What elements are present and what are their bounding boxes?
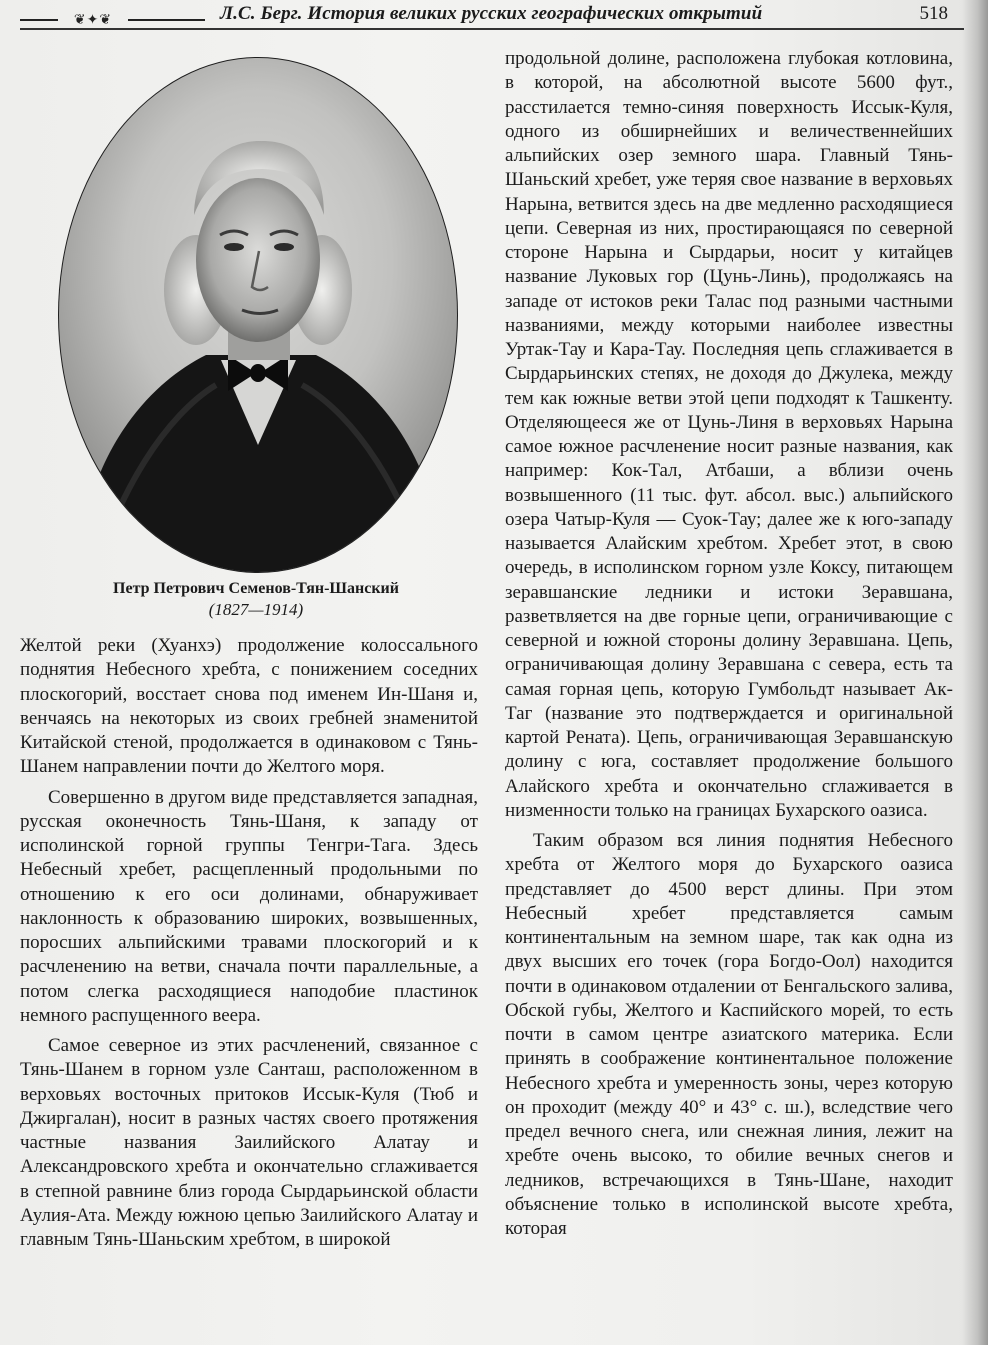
right-text-column [505,47,953,1241]
page-edge-shadow [962,0,988,1345]
left-paragraph-2: Совершенно в другом виде представляется западная, русская оконечность Тянь-Шаня, к западу от исполинской горной группы Тенгри-Тага. Здесь Небесный хребет, расщепленный продольными по отношению к его оси долинами, обнаруживает наклонность к образованию широких, возвышенных, поросших альпийскими травами плоскогорий и к расчленению на ветви, сначала почти параллельные, а потом слегка расходящиеся наподобие пластинок немного распущенного веера. [20,786,478,1026]
page-number: 518 [919,3,948,24]
caption-dates: (1827—1914) [208,600,304,619]
right-paragraph-1: продольной долине, расположена глубокая котловина, в которой, на абсолютной высоте 5600 фут., расстилается темно-синяя поверхность Иссык-Куля, одного из обширнейших и величественнейших альпийских озер земного шара. Главный Тянь-Шаньский хребет, уже теряя свое название в верховьях Нарына, ветвится здесь на две медленно расходящиеся цепи. Северная из них, простирающаяся по северной стороне Нарына и Сырдарьи, носит у китайцев название Луковых гор (Цунь-Линь), продолжаясь на западе от истоков реки Талас под разными частными названиями, между которыми наиболее известны Уртак-Тау и Кара-Тау. Последняя цепь сглаживается в Сырдарьинских степях, не доходя до Джулека, между тем как южные ветви этой цепи подходят к Ташкенту. Отделяющееся же от Цунь-Линя в верховьях Нарына самое южное расчленение носит разные названия, как например: Кок-Тал, Атбаши, а вблизи очень возвышенного (11 тыс. фут. абсол. выс.) альпийского озера Чатыр-Куля — Суок-Тау; далее же к юго-западу называется Алайским хребтом. Хребет этот, в свою очередь, в исполинском горном узле Коксу, питающем зеравшанские ледники и истоки Зеравшана, разветвляется на две горные цепи, ограничивающие с северной и южной стороны долину Зеравшана. Цепь, ограничивающая долину Зеравшана с севера, есть та самая горная цепь, которую Гумбольдт называет Ак-Таг (название это подтверждается и оригинальной картой Рената). Цепь, ограничивающая Зеравшанскую долину с юга, составляет продолжение большого Алайского хребта и окончательно сглаживается в низменности только на границах Бухарского оазиса. [505,48,953,821]
left-paragraph-1: Желтой реки (Хуанхэ) продолжение колоссального поднятия Небесного хребта, с понижением соседних плоскогорий, восстает снова под именем Ин-Шаня и, венчаясь на некоторых из своих гребней знаменитой Китайской стеной, продолжается в одинаковом с Тянь-Шанем направлении почти до Желтого моря. [20,635,478,778]
portrait-image [56,55,460,575]
running-title: Л.С. Берг. История великих русских географических открытий [220,3,763,24]
right-paragraph-2: Таким образом вся линия поднятия Небесного хребта от Желтого моря до Бухарского оазиса представляет до 4500 верст длины. При этом Небесный хребет представляется самым континентальным на земном шаре, так как одна из двух высших его точек (гора Богдо-Оол) находится почти в одинаковом отдалении от Бенгальского залива, Обской губы, Желтого и Каспийского морей, то есть почти в самом центре азиатского материка. Если принять в соображение континентальное положение Небесного хребта и умеренность зоны, через которую он проходит (между 40° и 43° с. ш.), вследствие чего предел вечного снега, или снежная линия, лежит на хребте очень высоко, то обилие вечных снегов и ледников, встречающихся в Тянь-Шане, находит объяснение только в исполинской высоте хребта, которая [505,830,953,1239]
page-header [20,0,968,30]
portrait-caption [20,578,492,620]
ornament-knot-icon: ❦✦❦ [58,10,128,30]
header-ornament [20,6,205,28]
header-rule [20,28,964,30]
caption-name: Петр Петрович Семенов-Тян-Шанский [113,580,399,597]
left-paragraph-3: Самое северное из этих расчленений, связанное с Тянь-Шанем в горном узле Санташ, расположенном в верховьях восточных притоков Иссык-Куля (Тюб и Джиргалан), носит в разных частях своего протяжения частные названия Заилийского Алатау и Александровского хребта и окончательно сглаживается в степной равнине близ города Сырдарьинской области Аулия-Ата. Между южною цепью Заилийского Алатау и главным Тянь-Шаньским хребтом, в широкой [20,1035,478,1250]
left-text-column [20,634,478,1252]
portrait-photo-icon [56,55,460,575]
